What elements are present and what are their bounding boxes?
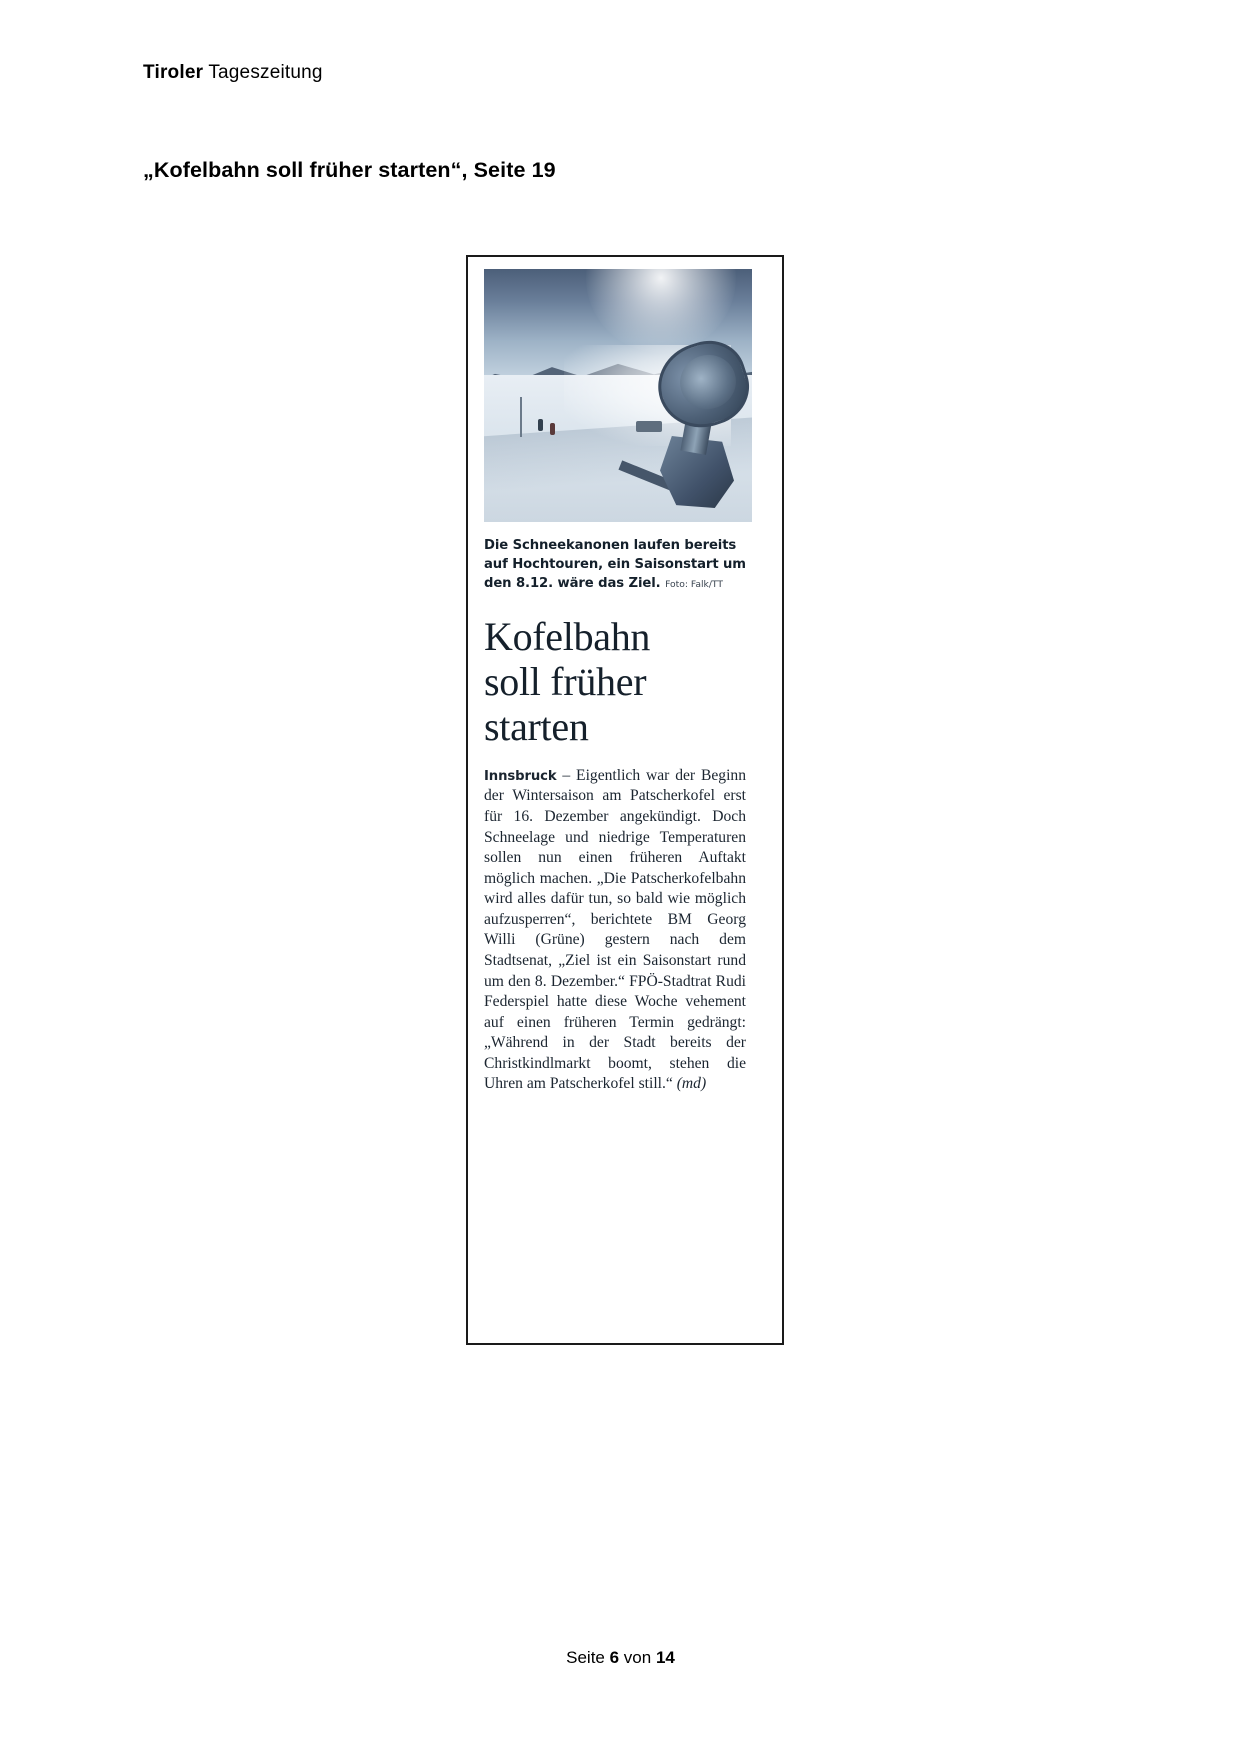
masthead: [143, 62, 323, 84]
clipping-content: [480, 269, 762, 1331]
footer-total-pages: 14: [655, 1648, 675, 1667]
page-footer: [0, 1648, 1241, 1668]
photo-caption-text: Die Schneekanonen laufen bereits auf Hochtouren, ein Saisonstart um den 8.12. wäre das Ziel.: [484, 538, 746, 592]
footer-current-page: 6: [609, 1648, 620, 1667]
footer-prefix: Seite: [566, 1648, 610, 1667]
slope-pole: [520, 397, 522, 437]
masthead-brand: Tiroler: [143, 62, 204, 83]
article-signature: (md): [676, 1075, 707, 1093]
newspaper-clipping-frame: [466, 255, 784, 1345]
slope-hut: [636, 421, 662, 432]
snow-cannon-photo: [484, 269, 752, 522]
article-dateline-dash: –: [556, 766, 577, 784]
footer-middle: von: [619, 1648, 656, 1667]
article-body-text: Eigentlich war der Beginn der Wintersaison am Patscherkofel erst für 16. Dezember angekündigt. Doch Schneelage und niedrige Temperaturen sollen nun einen früheren Auftakt möglich machen. „Die Patscherkofelbahn wird alles dafür tun, so bald wie möglich aufzusperren“, berichtete BM Georg Willi (Grüne) gestern nach dem Stadtsenat, „Ziel ist ein Saisonstart rund um den 8. Dezember.“ FPÖ-Stadtrat Rudi Federspiel hatte diese Woche vehement auf einen früheren Termin gedrängt: „Während in der Stadt bereits der Christkindlmarkt boomt, stehen die Uhren am Patscherkofel still.“: [484, 766, 746, 1093]
skier-figure: [538, 419, 543, 431]
page-title: „Kofelbahn soll früher starten“, Seite 19: [143, 158, 556, 182]
headline-line-2: soll früher: [484, 659, 647, 705]
headline-line-1: Kofelbahn: [484, 614, 651, 660]
article-body: [484, 766, 746, 1095]
article-headline: [484, 615, 752, 749]
photo-credit: Foto: Falk/TT: [665, 579, 723, 591]
headline-line-3: starten: [484, 704, 589, 750]
masthead-subtitle: Tageszeitung: [203, 62, 323, 83]
article-dateline: Innsbruck: [484, 768, 557, 784]
photo-caption: [484, 536, 752, 593]
skier-figure: [550, 423, 555, 435]
